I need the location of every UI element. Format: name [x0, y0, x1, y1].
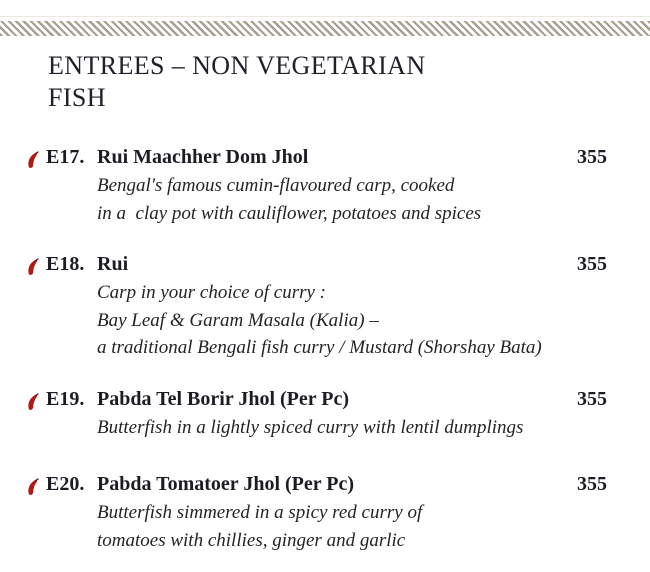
item-description-line: tomatoes with chillies, ginger and garlic — [97, 529, 406, 551]
menu-item — [0, 386, 650, 442]
menu-item — [0, 251, 650, 362]
item-description-line: Carp in your choice of curry : — [97, 282, 327, 303]
item-description-line: in a clay pot with cauliflower, potatoes and spices — [97, 202, 482, 224]
item-price: 355 — [577, 388, 607, 410]
rope-border-hairline — [0, 16, 650, 17]
item-description-line: a traditional Bengali fish curry / Mustard (Shorshay Bata) — [97, 337, 542, 358]
item-description-line: Bengal's famous cumin-flavoured carp, cooked — [97, 175, 455, 196]
menu-item-title-row — [0, 471, 650, 498]
item-name: Pabda Tel Borir Jhol (Per Pc) — [97, 388, 350, 410]
section-title-line2: FISH — [48, 83, 106, 112]
item-name: Rui — [97, 253, 129, 275]
section-title — [48, 50, 426, 114]
section-title-line1: ENTREES – NON VEGETARIAN — [48, 51, 426, 80]
menu-item-title-row — [0, 144, 650, 171]
item-price: 355 — [577, 473, 607, 495]
rope-border — [0, 21, 650, 36]
item-price: 355 — [577, 253, 607, 275]
item-description — [0, 499, 650, 554]
item-description-line: Bay Leaf & Garam Masala (Kalia) – — [97, 309, 379, 331]
chili-icon — [26, 392, 41, 411]
chili-icon — [26, 477, 41, 496]
item-code: E18. — [46, 253, 85, 275]
item-description — [0, 279, 650, 362]
chili-icon — [26, 150, 41, 169]
item-code: E19. — [46, 388, 85, 410]
item-description-line: Butterfish simmered in a spicy red curry of — [97, 502, 423, 523]
menu-item — [0, 471, 650, 554]
item-description — [0, 172, 650, 227]
item-code: E17. — [46, 146, 85, 168]
item-name: Rui Maachher Dom Jhol — [97, 146, 309, 168]
item-description — [0, 414, 650, 442]
menu-item-title-row — [0, 386, 650, 413]
chili-icon — [26, 257, 41, 276]
item-name: Pabda Tomatoer Jhol (Per Pc) — [97, 473, 355, 495]
menu-item — [0, 144, 650, 227]
item-code: E20. — [46, 473, 85, 495]
item-description-line: Butterfish in a lightly spiced curry with lentil dumplings — [97, 417, 524, 438]
item-price: 355 — [577, 146, 607, 168]
menu-item-title-row — [0, 251, 650, 278]
